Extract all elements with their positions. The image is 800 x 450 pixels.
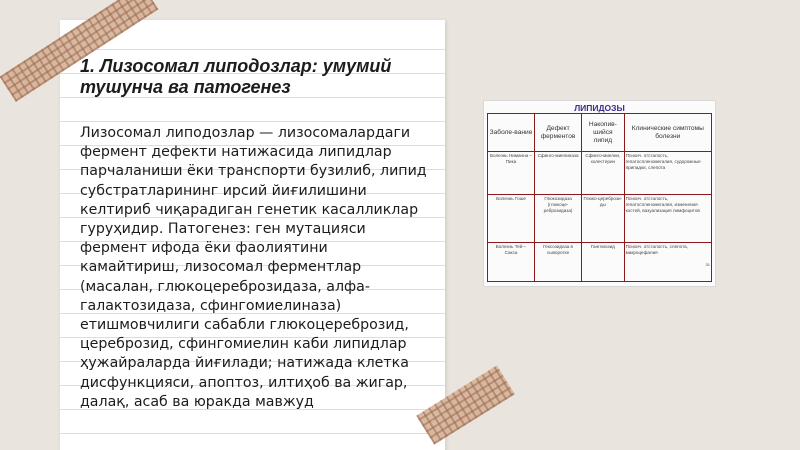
table-row (488, 195, 712, 243)
lipidoses-table-figure (483, 100, 716, 287)
slide-body-text: Лизосомал липодозлар — лизосомалардаги фермент дефекти натижасида липидлар парчаланиши ёки транспорти бузилиб, липид субстратларининг ирсий йиғилишини келтириб чиқарадиган генетик касалликлар гуруҳидир. Патогенез: ген мутацияси фермент ифода ёки фаолиятини камайтириш, лизосомал ферментлар (масалан, глюкоцереброзидаза, алфа-галактозидаза, сфингомиелиназа) етишмовчилиги сабабли глюкоцереброзид, цереброзид, сфингомиелин каби липидлар ҳужайраларда йиғилади; натижада клетка дисфункцияси, апоптоз, илтиҳоб ва жигар, далақ, асаб ва юракда мавжуд (80, 125, 427, 410)
table-row (488, 152, 712, 195)
header-clinical-symptoms: Клинические симптомы болезни (624, 114, 711, 152)
header-enzyme-defect: Дефект ферментов (535, 114, 582, 152)
table-cell: Психич. отсталость, гепатоспленомегалия, изменения костей, вазуализация лимфоцитов (624, 195, 711, 243)
table-cell: Психич. отсталость, гепатоспленомегалия, судорожные припадки, слепота (624, 152, 711, 195)
table-cell: Гексозидаза в сыворотке (535, 243, 582, 282)
table-header-row (488, 114, 712, 152)
table-cell: Сфинго-миелиназа (535, 152, 582, 195)
table-cell: Болезнь Гоше (488, 195, 535, 243)
table-row (488, 243, 712, 282)
figure-title: ЛИПИДОЗЫ (574, 103, 625, 113)
table-cell: Глюкозидаза (глюкоце-реброзидаза) (535, 195, 582, 243)
slide-title: 1. Лизосомал липодозлар: умумий тушунча ва патогенез (80, 56, 392, 97)
table-cell: Сфинго-миелин, холестерин (582, 152, 625, 195)
header-disease: Заболе-вание (488, 114, 535, 152)
table-cell (624, 243, 711, 282)
table-cell: Ганглиозид (582, 243, 625, 282)
header-accumulated-lipid: Накопив-шийся липид (582, 114, 625, 152)
table-cell: Болезнь Тей – Сакса (488, 243, 535, 282)
symptoms-text: Психич. отсталость, слепота, макроцефалия (625, 244, 688, 255)
table-cell: Глюко-церебрози-ды (582, 195, 625, 243)
figure-page-number: 31 (705, 262, 710, 267)
table-cell: Болезнь Ниманна – Пика (488, 152, 535, 195)
lipidoses-table (487, 113, 712, 282)
